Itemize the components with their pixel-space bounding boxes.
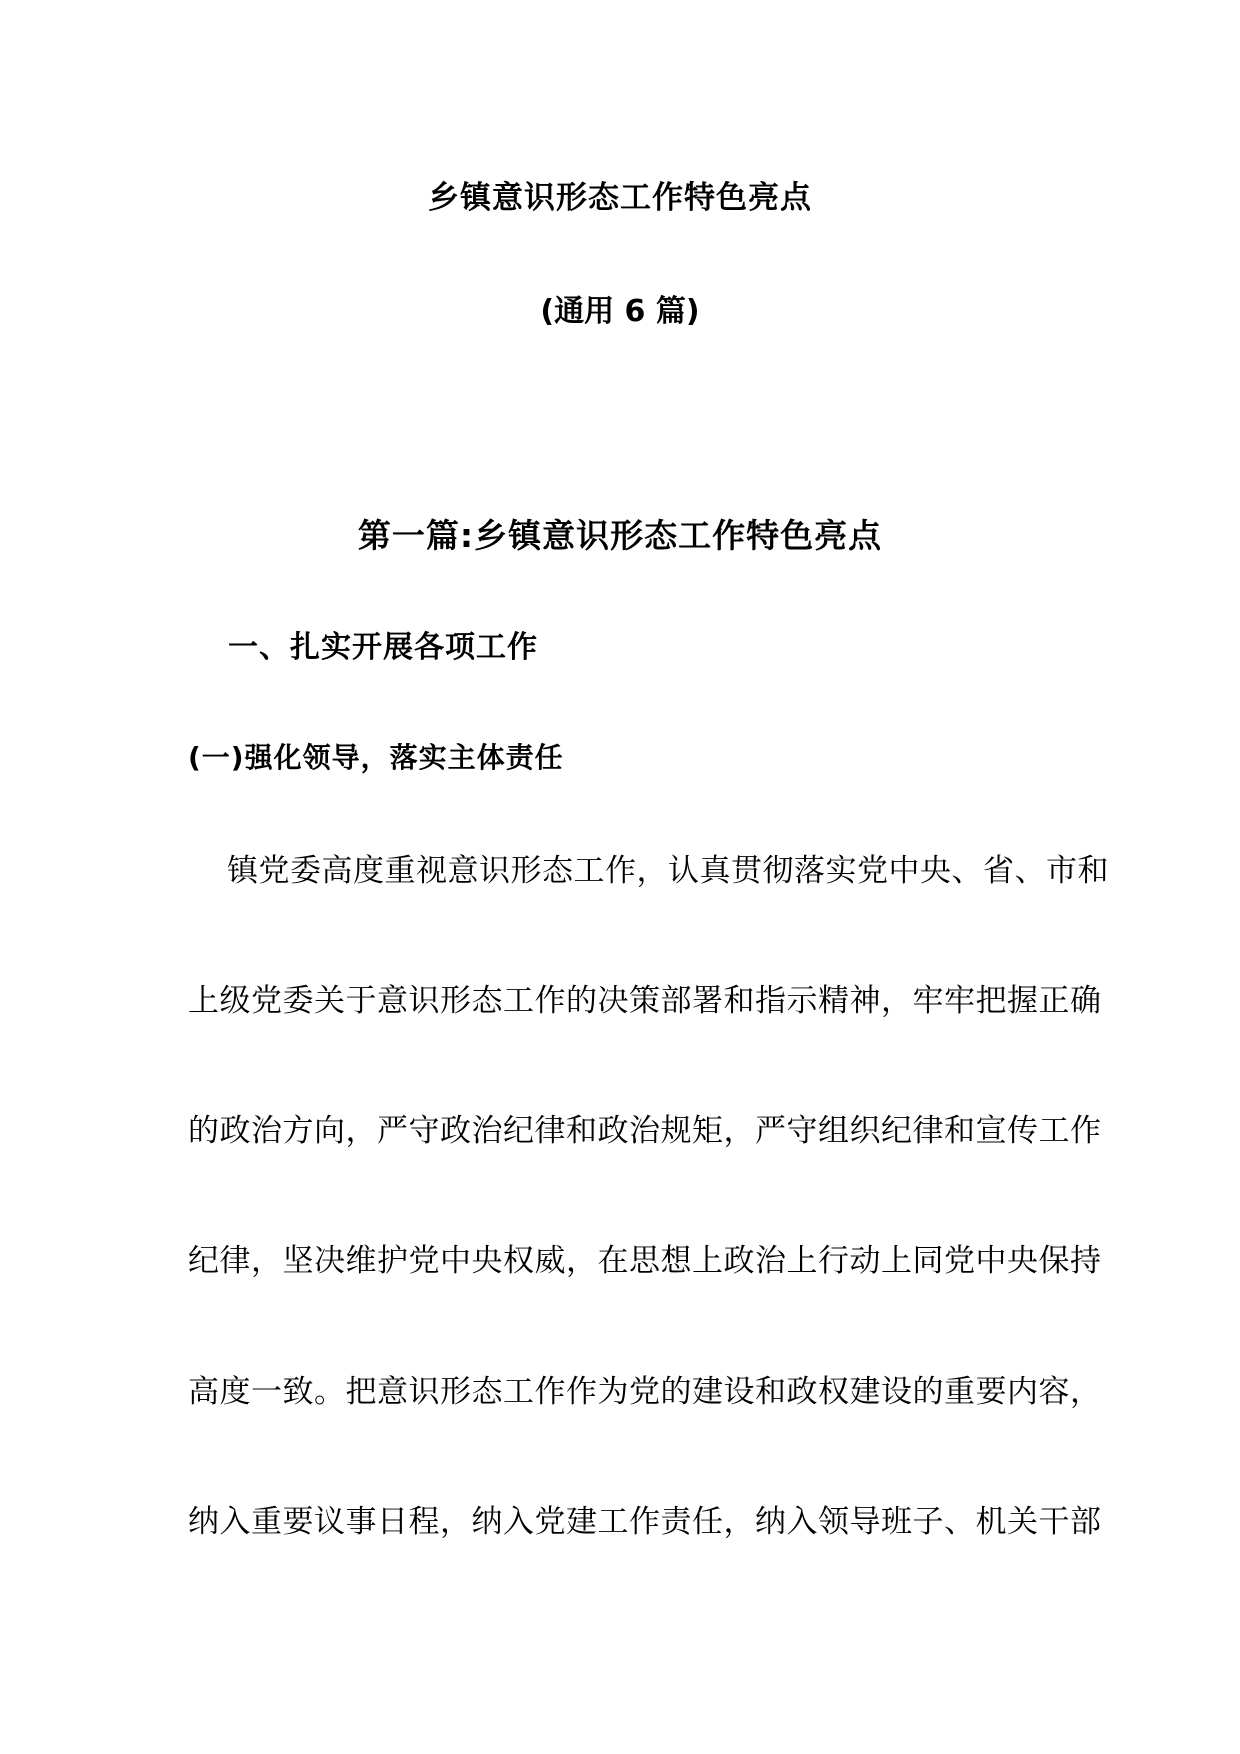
paragraph-line: 上级党委关于意识形态工作的决策部署和指示精神，牢牢把握正确: [188, 983, 1102, 1019]
section-heading-level1: 一、扎实开展各项工作: [228, 630, 538, 665]
document-title: 乡镇意识形态工作特色亮点: [428, 180, 812, 216]
paragraph-line: 的政治方向，严守政治纪律和政治规矩，严守组织纪律和宣传工作: [188, 1113, 1102, 1149]
paragraph-line: 纳入重要议事日程，纳入党建工作责任，纳入领导班子、机关干部: [188, 1504, 1102, 1540]
paragraph-line: 高度一致。把意识形态工作作为党的建设和政权建设的重要内容，: [188, 1374, 1102, 1410]
paragraph-line: 镇党委高度重视意识形态工作，认真贯彻落实党中央、省、市和: [227, 853, 1109, 889]
paragraph-line: 纪律，坚决维护党中央权威，在思想上政治上行动上同党中央保持: [188, 1243, 1102, 1279]
document-subtitle: (通用 6 篇): [540, 294, 700, 329]
article-heading: 第一篇:乡镇意识形态工作特色亮点: [357, 516, 883, 555]
section-heading-level2: (一)强化领导，落实主体责任: [188, 741, 564, 774]
